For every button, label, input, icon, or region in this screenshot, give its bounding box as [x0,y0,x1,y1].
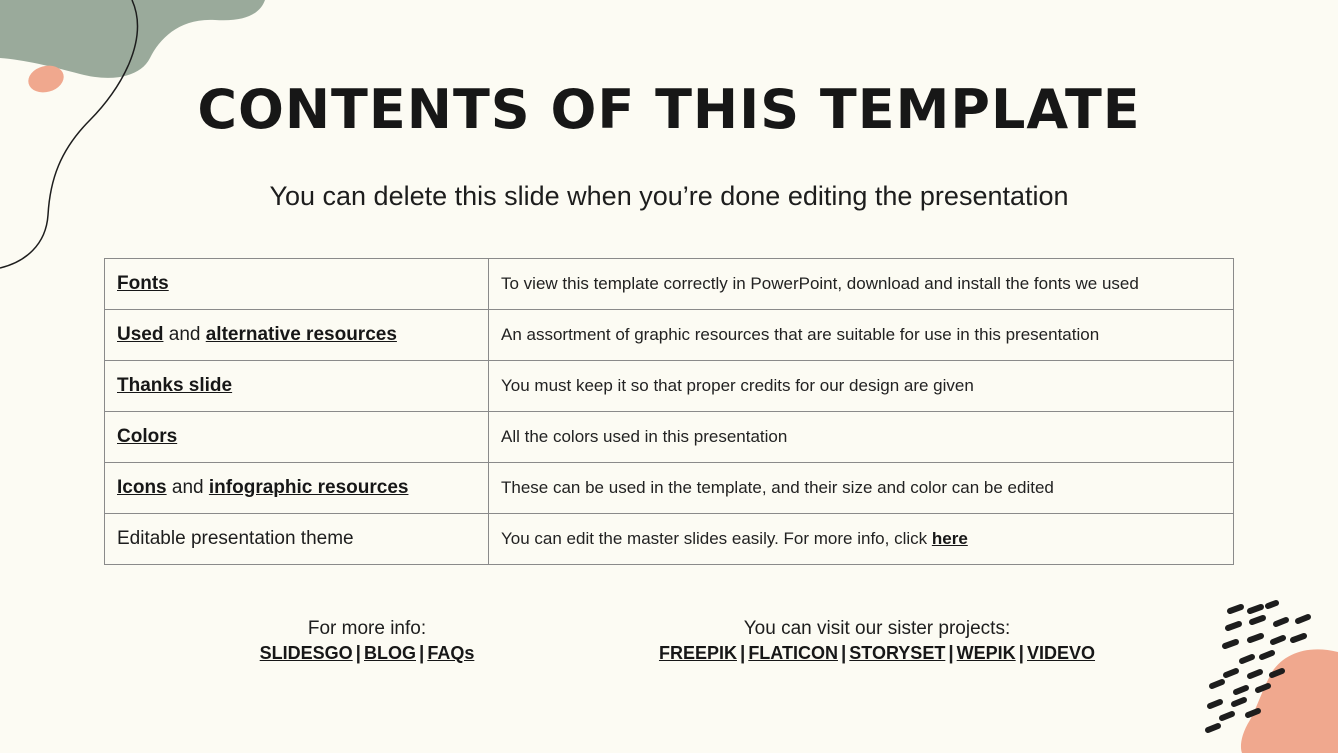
videvo-link[interactable]: VIDEVO [1027,643,1096,663]
wepik-link[interactable]: WEPIK [956,643,1016,663]
table-row [105,361,1234,412]
table-row [105,514,1234,565]
and-text: and [163,324,206,345]
row-desc-cell: You must keep it so that proper credits for our design are given [489,361,1234,412]
separator: | [948,643,954,664]
contents-table [104,258,1234,565]
row-title-cell [105,412,489,463]
row-desc-cell: An assortment of graphic resources that are suitable for use in this presentation [489,310,1234,361]
footer-left-label: For more info: [307,618,427,639]
separator: | [1018,643,1024,664]
used-resources-link[interactable]: Used [117,324,164,345]
dash-pattern-bottom-right [1208,603,1308,730]
salmon-blob-bottom-right [1241,649,1338,753]
row-desc-cell: To view this template correctly in PowerPoint, download and install the fonts we used [489,259,1234,310]
footer-left-links [217,641,517,666]
freepik-link[interactable]: FREEPIK [658,643,737,663]
separator: | [840,643,847,664]
row-title-cell [105,310,489,361]
alternative-resources-link[interactable]: alternative resources [205,324,397,345]
flaticon-link[interactable]: FLATICON [748,643,838,663]
blog-link[interactable]: BLOG [364,643,416,663]
row-title-cell [105,259,489,310]
row-desc-cell: These can be used in the template, and their size and color can be edited [489,463,1234,514]
row-title-cell [105,463,489,514]
thanks-slide-link[interactable]: Thanks slide [117,375,233,396]
row-desc-text: You can edit the master slides easily. For more info, click [501,529,932,548]
footer-right-links [577,641,1177,666]
fonts-link[interactable]: Fonts [117,273,169,294]
row-desc-cell [489,514,1234,565]
row-title-cell [105,361,489,412]
footer-more-info [217,617,517,666]
storyset-link[interactable]: STORYSET [849,643,946,663]
separator: | [355,643,361,664]
table-row [105,463,1234,514]
table-row [105,412,1234,463]
slidesgo-link[interactable]: SLIDESGO [259,643,353,663]
page-subtitle: You can delete this slide when you’re done editing the presentation [269,181,1069,211]
row-title-cell: Editable presentation theme [105,514,489,565]
and-text: and [166,477,209,498]
separator: | [419,643,425,664]
separator: | [739,643,746,664]
faqs-link[interactable]: FAQs [427,643,475,663]
infographic-resources-link[interactable]: infographic resources [208,477,409,498]
table-row [105,259,1234,310]
icons-link[interactable]: Icons [117,477,167,498]
colors-link[interactable]: Colors [117,426,178,447]
page-title: CONTENTS OF THIS TEMPLATE [197,78,1141,141]
row-desc-cell: All the colors used in this presentation [489,412,1234,463]
here-link[interactable]: here [931,529,968,548]
table-row [105,310,1234,361]
footer-sister-projects [577,617,1177,666]
footer-right-label: You can visit our sister projects: [743,618,1011,639]
sage-blob-top-left [0,0,265,78]
